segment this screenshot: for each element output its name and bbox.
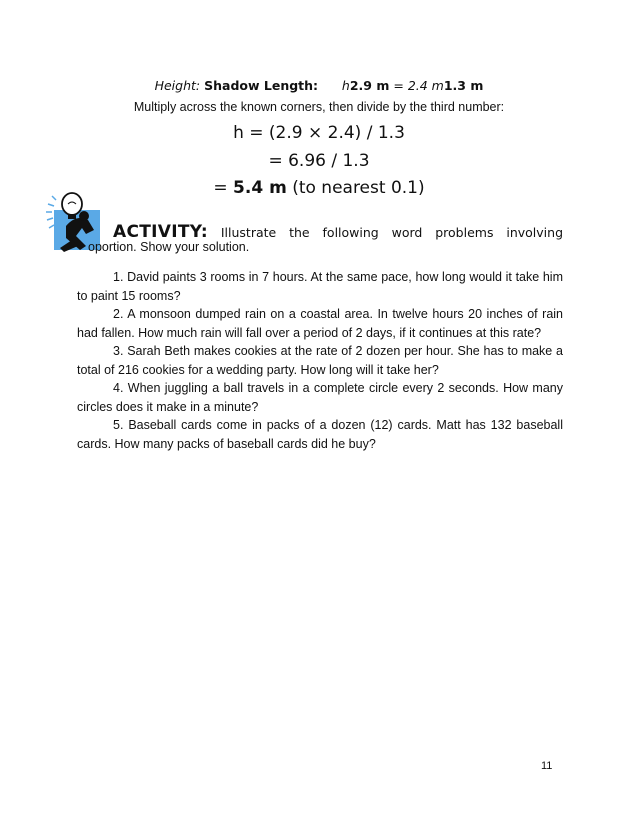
activity-line bbox=[77, 222, 563, 242]
word-problem: 1. David paints 3 rooms in 7 hours. At the same pace, how long would it take him to paint 15 rooms? bbox=[77, 270, 563, 303]
page-number: 11 bbox=[541, 760, 553, 772]
activity-word: involving bbox=[506, 225, 563, 240]
equals-sign: = bbox=[393, 78, 404, 93]
activity-word: following bbox=[322, 225, 379, 240]
shadow-value: 1.3 m bbox=[443, 78, 484, 93]
word-problem: 4. When juggling a ball travels in a complete circle every 2 seconds. How many circles does it make in a minute? bbox=[77, 381, 563, 414]
shadow-length-label: Shadow Length: bbox=[204, 78, 319, 93]
equation-line-1: h = (2.9 × 2.4) / 1.3 bbox=[233, 123, 405, 143]
instruction-text: Multiply across the known corners, then divide by the third number: bbox=[133, 100, 505, 114]
activity-word: Illustrate bbox=[220, 225, 277, 240]
equation-note: (to nearest 0.1) bbox=[292, 178, 425, 198]
word-problem: 3. Sarah Beth makes cookies at the rate of 2 dozen per hour. She has to make a total of 216 cookies for a wedding party. How long will it take her? bbox=[77, 344, 563, 377]
height-value: 2.9 m bbox=[349, 78, 390, 93]
activity-continuation: oportion. Show your solution. bbox=[88, 240, 250, 254]
activity-word: the bbox=[289, 225, 310, 240]
second-height-value: 2.4 m bbox=[407, 78, 444, 93]
word-problem: 5. Baseball cards come in packs of a dozen (12) cards. Matt has 132 baseball cards. How many packs of baseball cards did he buy? bbox=[77, 418, 563, 451]
activity-label: ACTIVITY: bbox=[113, 222, 208, 242]
proportion-heading bbox=[0, 78, 638, 93]
height-label: Height: bbox=[154, 78, 201, 93]
word-problems-list bbox=[77, 268, 563, 453]
word-problem: 2. A monsoon dumped rain on a coastal area. In twelve hours 20 inches of rain had fallen. How much rain will fall over a period of 2 days, if it continues at this rate? bbox=[77, 307, 563, 340]
equation-equals: = bbox=[213, 178, 228, 198]
equation-line-2: = 6.96 / 1.3 bbox=[268, 151, 370, 171]
equation-result: 5.4 m bbox=[233, 178, 287, 198]
activity-word: problems bbox=[435, 225, 494, 240]
activity-word: word bbox=[391, 225, 423, 240]
h-variable: h bbox=[341, 78, 350, 93]
